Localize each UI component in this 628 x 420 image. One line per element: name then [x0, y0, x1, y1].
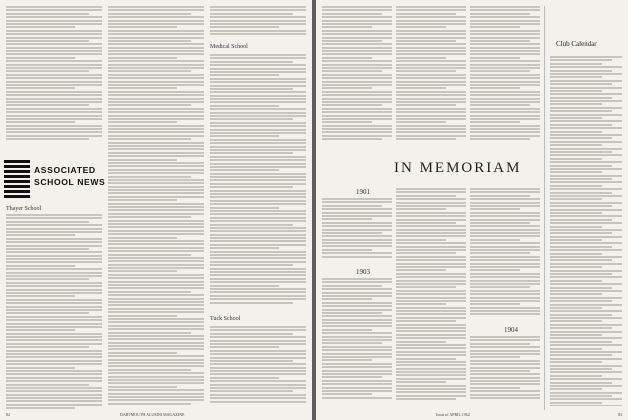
right-column-1-top-text — [322, 6, 392, 146]
medical-school-heading: Medical School — [210, 44, 248, 50]
year-heading-1901: 1901 — [356, 188, 370, 196]
right-column-3-obit-1904 — [470, 336, 540, 404]
club-calendar-listings — [550, 56, 622, 406]
thayer-school-heading: Thayer School — [6, 206, 42, 212]
right-page-number: 83 — [618, 412, 622, 417]
right-column-1-obit-1901 — [322, 198, 392, 262]
banner-line-1: ASSOCIATED — [34, 165, 96, 175]
year-heading-1904: 1904 — [504, 326, 518, 334]
left-column-3-top-text — [210, 6, 306, 40]
banner-line-2: SCHOOL NEWS — [34, 177, 106, 187]
associated-school-news-banner — [4, 154, 108, 204]
left-column-2-text — [108, 6, 204, 406]
right-column-2-top-text — [396, 6, 466, 146]
tuck-school-heading: Tuck School — [210, 316, 241, 322]
striped-banner-graphic — [4, 160, 30, 198]
left-page — [0, 0, 312, 420]
banner-title — [34, 164, 105, 188]
left-column-1-top-text — [6, 6, 102, 142]
right-page — [316, 0, 628, 420]
left-page-number: 82 — [6, 412, 10, 417]
in-memoriam-title: IN MEMORIAM — [394, 160, 522, 176]
right-column-3-top-text — [470, 6, 540, 146]
club-calendar-title: Club Calendar — [556, 40, 597, 48]
left-column-1-bottom-text — [6, 214, 102, 411]
left-column-3-bottom-text — [210, 326, 306, 406]
right-column-2-obit-text — [396, 188, 466, 404]
year-heading-1903: 1903 — [356, 268, 370, 276]
left-column-3-middle-text — [210, 54, 306, 312]
left-page-footer: DARTMOUTH ALUMNI MAGAZINE — [120, 412, 185, 417]
right-column-3-obit-text — [470, 188, 540, 320]
right-page-footer: Issue of APRIL 1962 — [436, 412, 470, 417]
right-column-1-obit-1903 — [322, 278, 392, 404]
